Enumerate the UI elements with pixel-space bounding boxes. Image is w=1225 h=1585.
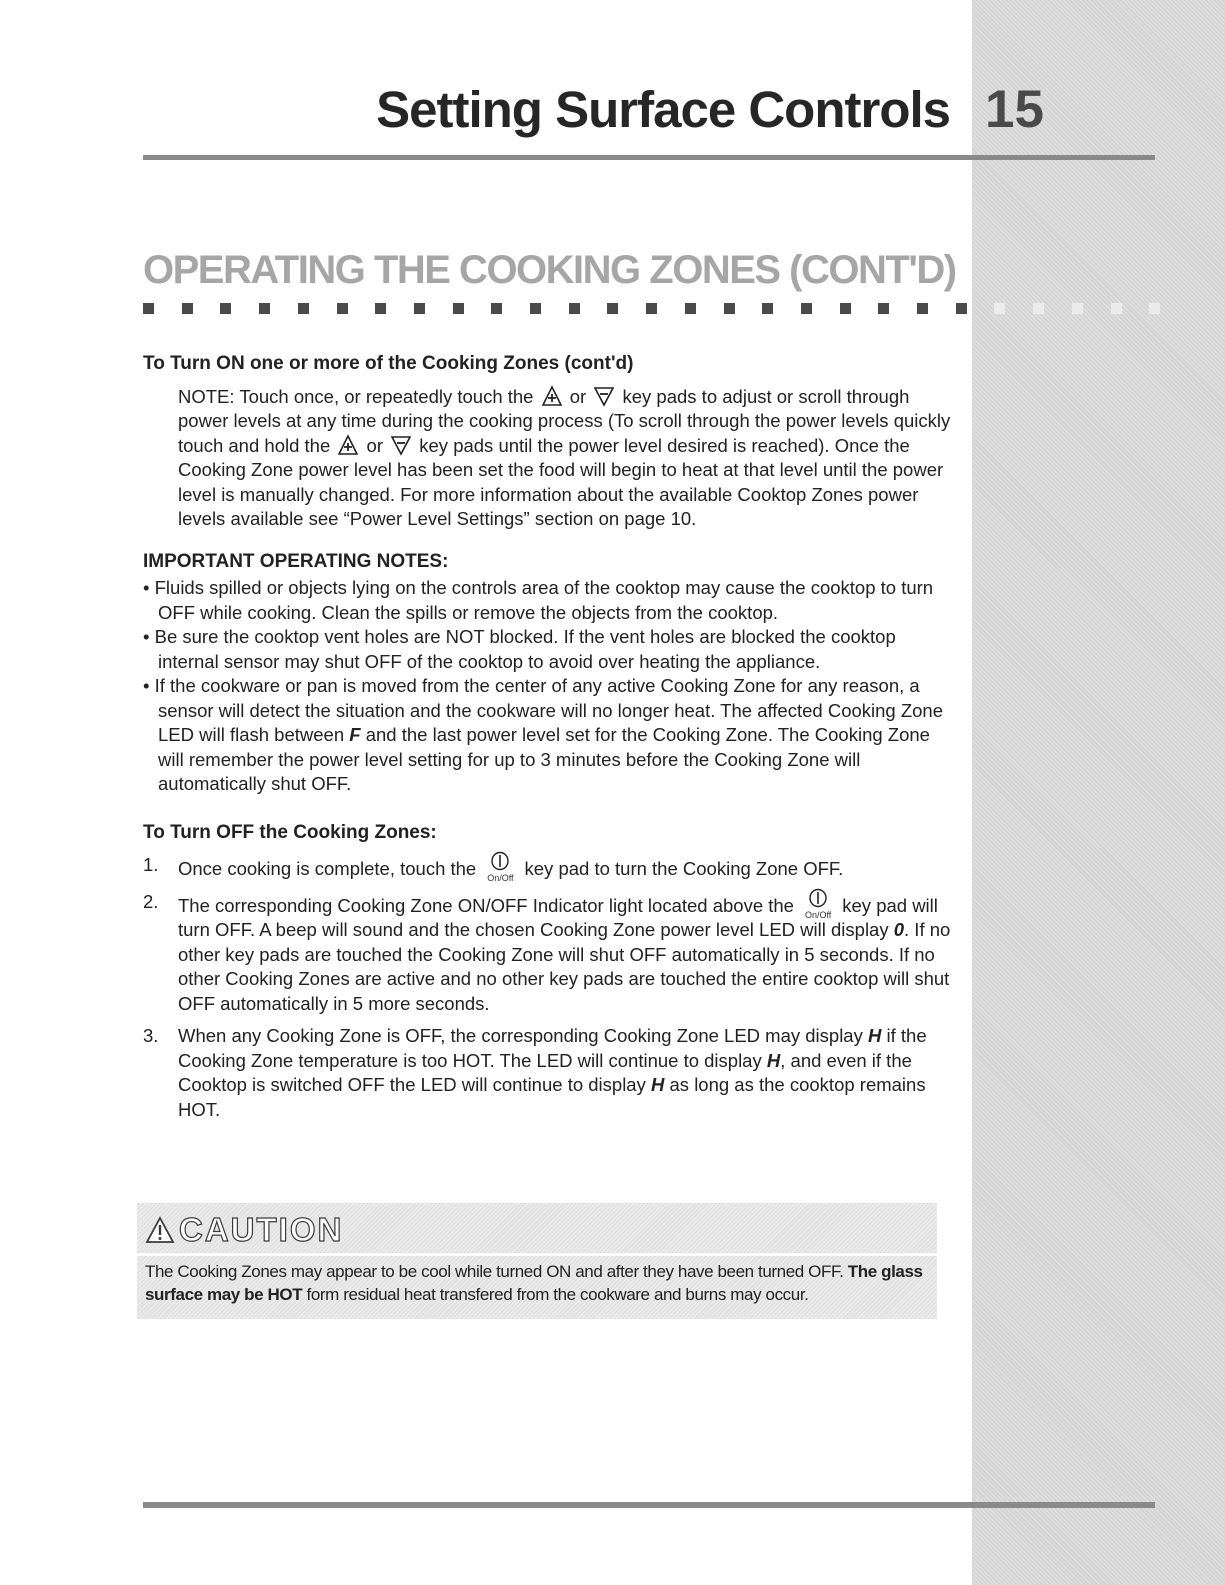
divider-dot	[724, 303, 735, 314]
list-item: • If the cookware or pan is moved from the center of any active Cooking Zone for any reason, a sensor will detect the situation and the cookware will no longer heat. The affected Cooking Zone LED will flash between F and the last power level set for the Cooking Zone. The Cooking Zone will remember the power level setting for up to 3 minutes before the Cooking Zone will automatically shut OFF.	[143, 675, 944, 794]
step-number: 2.	[143, 890, 159, 912]
header-rule	[143, 155, 1155, 160]
onoff-caption: On/Off	[804, 909, 832, 920]
dot-divider	[143, 303, 1158, 315]
divider-dot	[220, 303, 231, 314]
note-text: NOTE: Touch once, or repeatedly touch the	[178, 385, 539, 407]
caution-text: The Cooking Zones may appear to be cool while turned ON and after they have been turned OFF. The glass surface may be HOT form residual heat transfered from the cookware and burns may occur.	[145, 1262, 923, 1304]
divider-dot	[956, 303, 967, 314]
led-display-zero: 0	[893, 919, 905, 940]
side-band	[972, 0, 1225, 1585]
list-item	[143, 1024, 953, 1122]
caution-title: CAUTION	[179, 1211, 344, 1248]
divider-dot	[453, 303, 464, 314]
turn-off-heading: To Turn OFF the Cooking Zones:	[143, 821, 437, 843]
caution-divider	[137, 1253, 937, 1256]
caution-box	[137, 1203, 937, 1319]
caution-header	[145, 1211, 343, 1249]
plus-key-icon	[541, 385, 563, 407]
turn-on-heading: To Turn ON one or more of the Cooking Zones (cont'd)	[143, 353, 634, 374]
plus-key-icon	[337, 434, 359, 456]
note-text: or	[564, 385, 592, 407]
divider-dot	[337, 303, 348, 314]
page-title: Setting Surface Controls	[376, 81, 950, 138]
caution-emphasis: The glass surface may be HOT	[145, 1262, 923, 1304]
divider-dot	[1149, 303, 1160, 314]
divider-dot	[530, 303, 541, 314]
list-item	[143, 853, 953, 882]
divider-dot	[143, 303, 154, 314]
turn-on-note	[178, 385, 953, 532]
divider-dot	[685, 303, 696, 314]
important-notes-heading: IMPORTANT OPERATING NOTES:	[143, 550, 449, 572]
section-heading: OPERATING THE COOKING ZONES (CONT'D)	[143, 248, 956, 292]
divider-dot	[1072, 303, 1083, 314]
divider-dot	[994, 303, 1005, 314]
main-content	[143, 352, 953, 1130]
power-key-icon	[483, 853, 517, 883]
minus-key-icon	[593, 385, 615, 407]
list-item	[143, 890, 953, 1017]
list-item: • Be sure the cooktop vent holes are NOT blocked. If the vent holes are blocked the cooktop internal sensor may shut OFF of the cooktop to avoid over heating the appliance.	[143, 626, 896, 672]
led-display-h: H	[651, 1074, 665, 1095]
divider-dot	[801, 303, 812, 314]
note-text: or	[361, 434, 389, 456]
divider-dot	[646, 303, 657, 314]
power-key-icon	[801, 890, 835, 920]
step-text: The corresponding Cooking Zone ON/OFF Indicator light located above the On/Off key pad will turn OFF. A beep will sound and the chosen Cooking Zone power level LED will display 0. If no other key pads are touched the Cooking Zone will shut OFF automatically in 5 seconds. If no other Cooking Zones are active and no other key pads are touched the entire cooktop will shut OFF automatically in 5 more seconds.	[178, 890, 953, 1017]
footer-rule	[143, 1502, 1155, 1508]
warning-triangle-icon	[145, 1216, 175, 1244]
led-display-f: F	[349, 724, 361, 745]
led-display-h: H	[766, 1049, 781, 1071]
list-item: • Fluids spilled or objects lying on the controls area of the cooktop may cause the cooktop to turn OFF while cooking. Clean the spills or remove the objects from the cooktop.	[143, 577, 934, 623]
divider-dot	[491, 303, 502, 314]
step-text: Once cooking is complete, touch the On/Off key pad to turn the Cooking Zone OFF.	[178, 853, 953, 882]
divider-dot	[878, 303, 889, 314]
divider-dot	[414, 303, 425, 314]
divider-dot	[1111, 303, 1122, 314]
led-display-h: H	[867, 1025, 882, 1046]
divider-dot	[259, 303, 270, 314]
divider-dot	[762, 303, 773, 314]
divider-dot	[182, 303, 193, 314]
step-text: When any Cooking Zone is OFF, the corresponding Cooking Zone LED may display H if the Cooking Zone temperature is too HOT. The LED will continue to display H, and even if the Cooktop is switched OFF the LED will continue to display H as long as the cooktop remains HOT.	[178, 1025, 927, 1120]
divider-dot	[607, 303, 618, 314]
divider-dot	[569, 303, 580, 314]
note-text: key pads to adjust or scroll through power levels at any time during the cooking process (To scroll through the power levels quickly touch and hold the	[178, 385, 951, 456]
divider-dot	[375, 303, 386, 314]
note-text: key pads until the power level desired is reached). Once the Cooking Zone power level has been set the food will begin to heat at that level until the power level is manually changed. For more information about the available Cooktop Zones power levels available see “Power Level Settings” section on page 10.	[178, 434, 944, 529]
step-number: 3.	[143, 1025, 159, 1046]
page-number: 15	[985, 80, 1044, 139]
divider-dot	[1033, 303, 1044, 314]
divider-dot	[298, 303, 309, 314]
step-number: 1.	[143, 854, 159, 875]
minus-key-icon	[390, 434, 412, 456]
divider-dot	[917, 303, 928, 314]
important-notes-list	[143, 576, 953, 797]
onoff-caption: On/Off	[487, 873, 514, 883]
divider-dot	[840, 303, 851, 314]
